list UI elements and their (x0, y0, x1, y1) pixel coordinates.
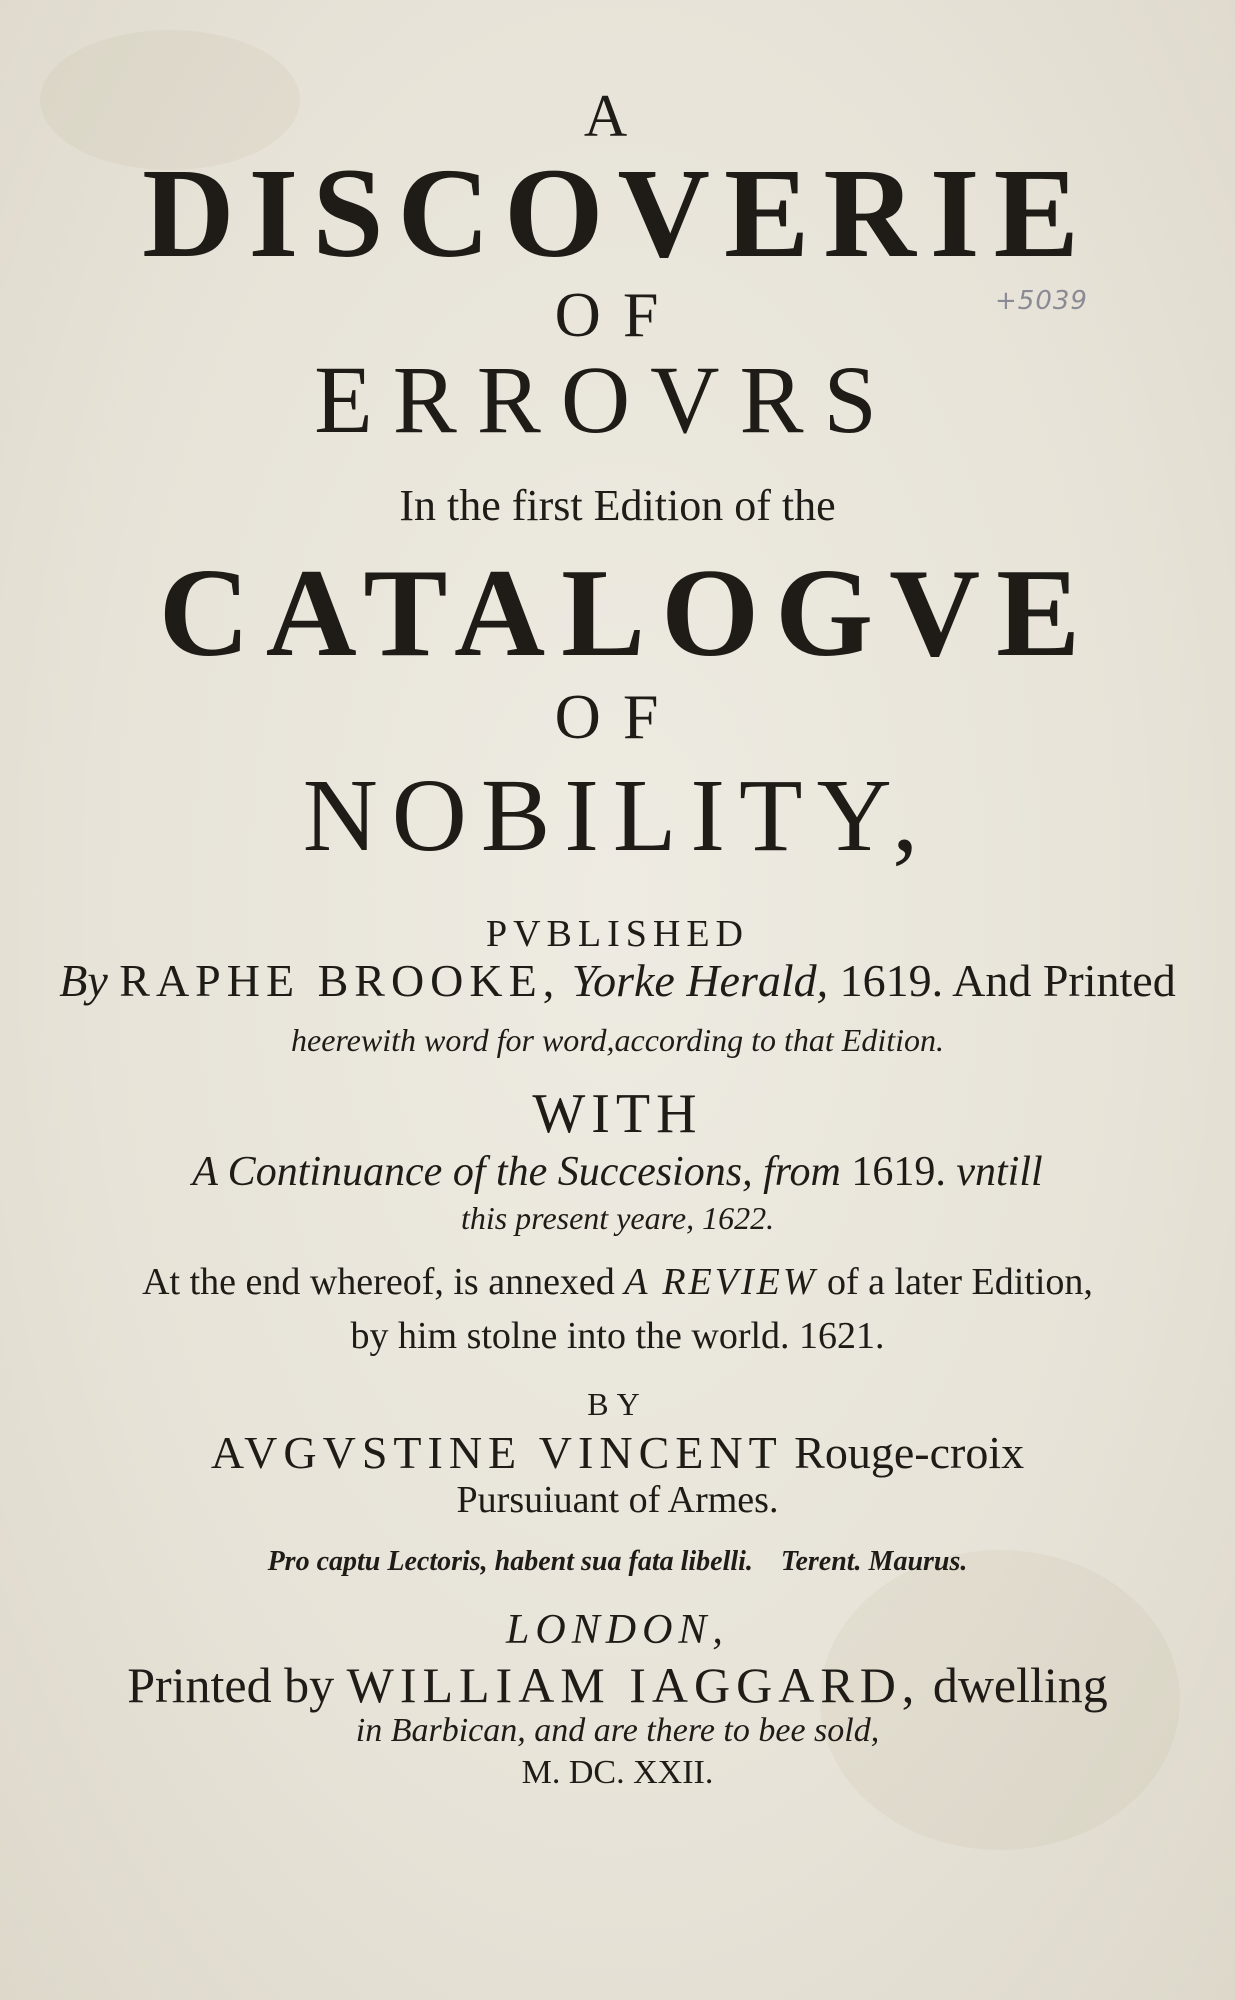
date-line: M. DC. XXII. (521, 1754, 714, 1791)
epigraph-line (0, 1546, 1235, 1578)
continuance-year: 1619. (851, 1149, 946, 1195)
annexed-line (0, 1260, 1235, 1304)
city-line (0, 1606, 1235, 1654)
edition-note (0, 1022, 1235, 1059)
pursuivant-line: Pursuiuant of Armes. (456, 1479, 779, 1521)
location-line (0, 1712, 1235, 1750)
review-text: A REVIEW (624, 1261, 818, 1303)
continuance-line (0, 1148, 1235, 1196)
annexed-prefix: At the end whereof, is annexed (142, 1261, 615, 1303)
present-year (0, 1200, 1235, 1237)
present-year-text: this present yeare, 1622. (460, 1200, 775, 1236)
title-errors: ERROVRS (314, 346, 897, 453)
epigraph: Pro captu Lectoris, habent sua fata libelli. (267, 1546, 753, 1577)
with-label: WITH (532, 1083, 703, 1145)
location-text: in Barbican, and are there to bee sold, (355, 1712, 880, 1749)
annexed-suffix: of a later Edition, (826, 1261, 1093, 1303)
edition-line: In the first Edition of the (399, 481, 836, 530)
title-article: A (583, 83, 632, 149)
author-year: 1619. (839, 955, 944, 1006)
author-title: Yorke Herald, (571, 955, 829, 1006)
title-catalogue: CATALOGVE (158, 544, 1097, 683)
by-label: BY (587, 1386, 648, 1422)
second-author: AVGVSTINE VINCENT (210, 1427, 783, 1478)
city-text: LONDON, (506, 1607, 729, 1653)
printed-phrase: And Printed (952, 955, 1176, 1006)
title-nobility: NOBILITY, (302, 758, 933, 873)
published-label: PVBLISHED (485, 913, 750, 955)
margin-note: +5039 (995, 286, 1088, 316)
printer-line (0, 1656, 1235, 1714)
continuance-text: A Continuance of the Succesions, from (192, 1149, 841, 1195)
title-main: DISCOVERIE (142, 142, 1093, 284)
author-line (0, 954, 1235, 1007)
second-author-line (0, 1426, 1235, 1479)
epigraph-source: Terent. Maurus. (780, 1546, 968, 1577)
stolne-line: by him stolne into the world. 1621. (350, 1315, 885, 1357)
title-of-1: OF (554, 279, 681, 350)
printer-name: WILLIAM IAGGARD, (346, 1657, 921, 1713)
printed-by: Printed by (127, 1657, 335, 1713)
author-name: RAPHE BROOKE, (119, 955, 561, 1006)
dwelling-text: dwelling (932, 1657, 1108, 1713)
by-prefix: By (59, 955, 108, 1006)
second-author-title: Rouge-croix (794, 1427, 1025, 1478)
title-of-2: OF (554, 681, 681, 752)
until-text: vntill (956, 1149, 1043, 1195)
edition-note-text: heerewith word for word,according to that Edition. (290, 1022, 944, 1058)
